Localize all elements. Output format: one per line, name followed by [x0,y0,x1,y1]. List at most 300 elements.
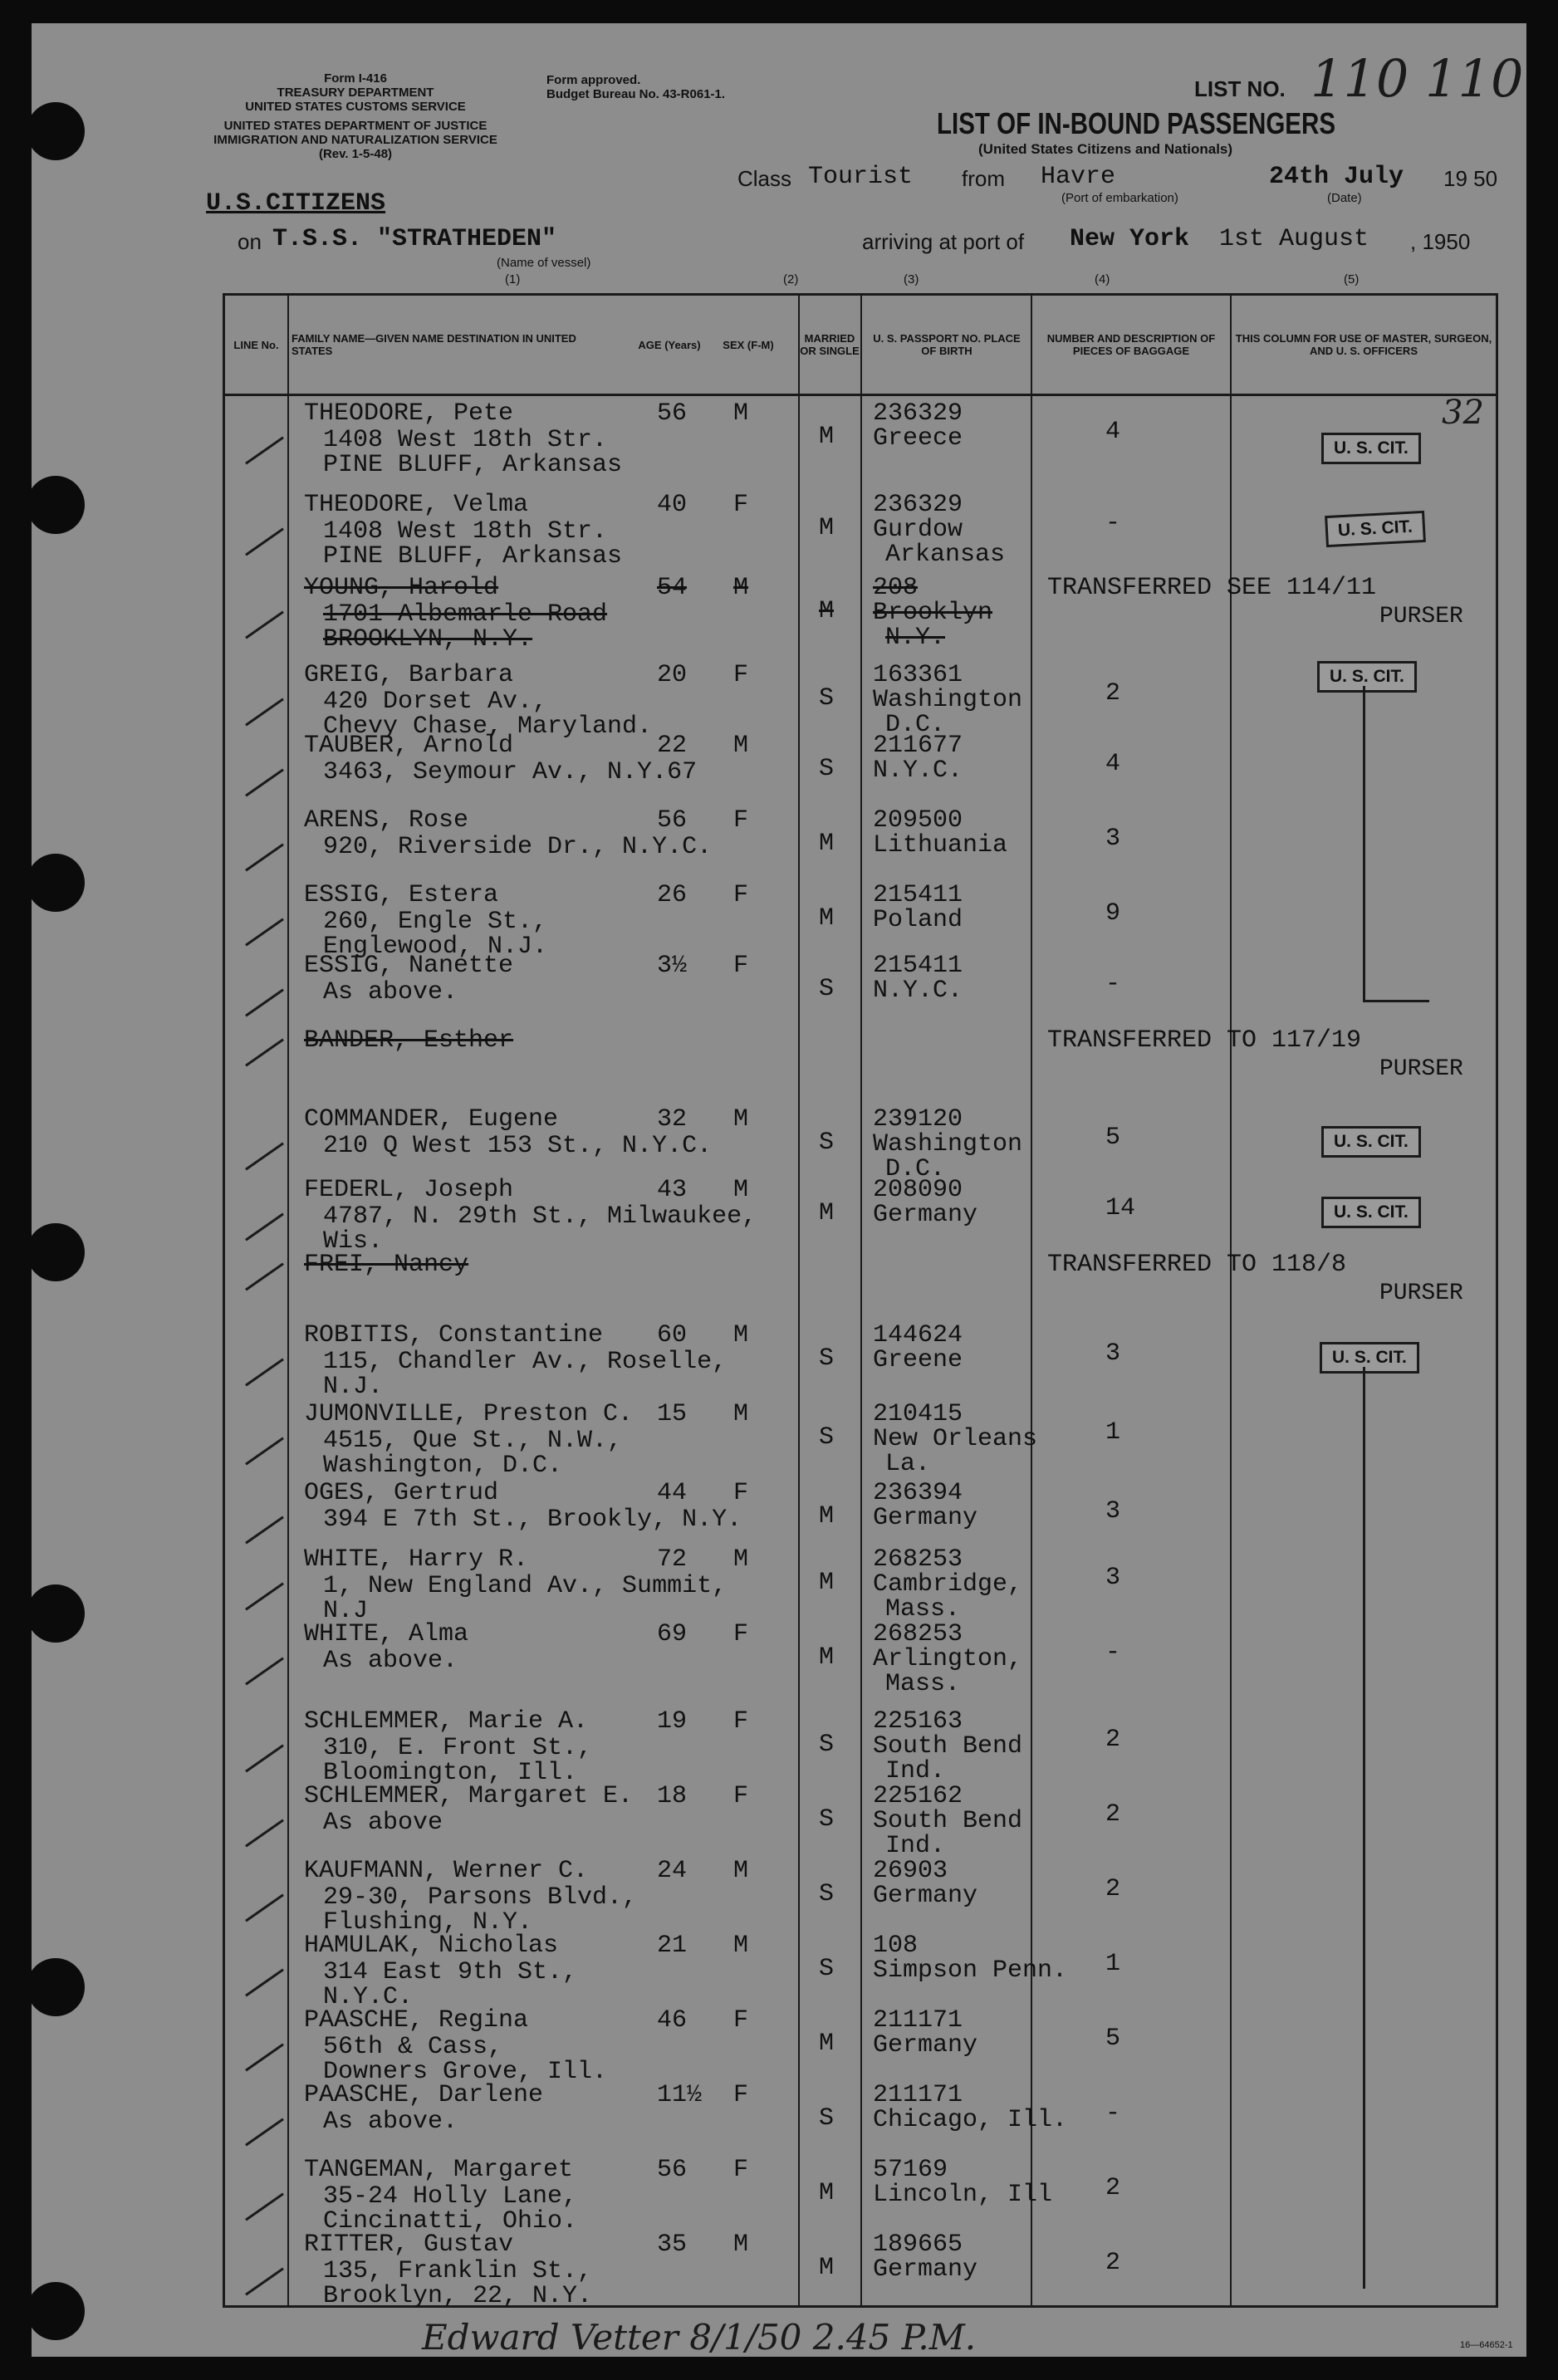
justice-dept: UNITED STATES DEPARTMENT OF JUSTICE [223,119,487,133]
marital-status: S [819,1129,835,1157]
us-cit-stamp: U. S. CIT. [1325,511,1426,547]
passenger-address: N.Y.C. [323,1983,414,2011]
marital-status: M [819,1569,835,1597]
officer-signature: Edward Vetter 8/1/50 2.45 P.M. [422,2317,977,2358]
baggage-count: - [1105,509,1121,537]
passenger-name: TANGEMAN, Margaret [304,2156,574,2184]
passenger-address: Cincinatti, Ohio. [323,2207,578,2236]
col-num-4: (4) [1095,272,1110,286]
passenger-address: 1408 West 18th Str. [323,426,608,454]
place-of-birth: Germany [873,2031,978,2059]
passenger-name: ESSIG, Nanette [304,952,514,980]
pen-line [1363,1367,1365,2289]
place-of-birth: Washington [873,1130,1023,1158]
place-of-birth: Ind. [885,1832,946,1860]
passenger-sex: F [733,2081,749,2109]
marital-status: S [819,1805,835,1834]
passport-number: 210415 [873,1400,963,1428]
port-caption: (Port of embarkation) [1061,191,1178,205]
passenger-address: 1, New England Av., Summit, [323,1572,728,1600]
class-value: Tourist [808,163,914,191]
passenger-sex: F [733,2156,749,2184]
passport-number: 57169 [873,2156,948,2184]
col-num-5: (5) [1344,272,1360,286]
pen-line [1363,686,1365,1001]
passenger-sex: M [733,2231,749,2259]
passport-number: 189665 [873,2231,963,2259]
baggage-count: 3 [1105,825,1121,853]
place-of-birth: N.Y. [885,624,946,652]
passenger-sex: M [733,1105,749,1134]
passenger-address: 394 E 7th St., Brookly, N.Y. [323,1506,742,1534]
col-age: AGE (Years) [638,338,701,351]
passenger-address: 920, Riverside Dr., N.Y.C. [323,833,713,861]
baggage-count: 14 [1105,1194,1136,1222]
passenger-sex: M [733,732,749,760]
passenger-sex: F [733,806,749,835]
arrival-port: New York [1070,225,1190,253]
marital-status: S [819,684,835,713]
col-family-name: FAMILY NAME—GIVEN NAME DESTINATION IN UNITED STATES [292,332,576,357]
marital-status: S [819,1880,835,1908]
check-mark [245,698,284,726]
place-of-birth: Germany [873,2255,978,2284]
punch-hole [27,1958,85,2016]
passenger-sex: F [733,881,749,909]
passenger-sex: M [733,1932,749,1960]
baggage-count: 2 [1105,1726,1121,1754]
passport-number: 268253 [873,1620,963,1648]
passport-number: 108 [873,1932,919,1960]
marital-status: M [819,2030,835,2058]
passenger-name: SCHLEMMER, Marie A. [304,1707,589,1736]
passenger-name: THEODORE, Velma [304,491,529,519]
passenger-age: 32 [657,1105,688,1134]
marital-status: M [819,514,835,542]
passport-number: 236329 [873,491,963,519]
passenger-sex: F [733,952,749,980]
passenger-address: Englewood, N.J. [323,933,548,961]
passenger-address: As above. [323,978,458,1006]
punch-hole [27,1223,85,1281]
passenger-address: 4787, N. 29th St., Milwaukee, [323,1202,757,1231]
passenger-address: Wis. [323,1227,384,1256]
passenger-address: Downers Grove, Ill. [323,2058,608,2086]
passport-number: 239120 [873,1105,963,1134]
place-of-birth: Poland [873,906,963,934]
punch-hole [27,2282,85,2340]
col-officers: THIS COLUMN FOR USE OF MASTER, SURGEON, AND U. S. OFFICERS [1235,332,1492,357]
passenger-name: PAASCHE, Darlene [304,2081,544,2109]
passenger-address: 3463, Seymour Av., N.Y.67 [323,758,698,786]
passenger-name: SCHLEMMER, Margaret E. [304,1782,634,1810]
page-count-note: 32 [1442,394,1484,432]
transfer-note: TRANSFERRED TO 118/8 [1047,1251,1347,1279]
manifest-sheet [32,23,1526,2357]
passenger-age: 35 [657,2231,688,2259]
passenger-age: 43 [657,1176,688,1204]
baggage-count: 5 [1105,1124,1121,1152]
passenger-name: KAUFMANN, Werner C. [304,1857,589,1885]
passenger-name: GREIG, Barbara [304,661,514,689]
marital-status: M [819,2179,835,2207]
passenger-name: ESSIG, Estera [304,881,499,909]
place-of-birth: Cambridge, [873,1570,1023,1599]
passenger-name: RITTER, Gustav [304,2231,514,2259]
purser-note: PURSER [1379,1281,1463,1306]
treasury-dept: TREASURY DEPARTMENT [277,86,434,100]
arrival-year: , 1950 [1410,229,1471,254]
marital-status: S [819,1955,835,1983]
passenger-name: JUMONVILLE, Preston C. [304,1400,634,1428]
purser-note: PURSER [1379,1056,1463,1082]
check-mark [245,1437,284,1465]
budget-bureau: Budget Bureau No. 43-R061-1. [546,87,726,101]
passenger-address: Washington, D.C. [323,1452,563,1480]
passenger-name: FREI, Nancy [304,1251,469,1279]
passenger-age: 24 [657,1857,688,1885]
passenger-sex: F [733,1479,749,1507]
baggage-count: 4 [1105,750,1121,778]
marital-status: M [819,1502,835,1530]
passenger-age: 46 [657,2006,688,2035]
place-of-birth: Lincoln, Ill [873,2181,1053,2209]
approval-block [546,73,796,101]
passenger-sex: M [733,1545,749,1574]
marital-status: M [819,1643,835,1672]
place-of-birth: Mass. [885,1670,961,1698]
arriving-label: arriving at port of [862,229,1025,254]
place-of-birth: Greene [873,1346,963,1374]
check-mark [245,768,284,796]
baggage-count: 1 [1105,1418,1121,1447]
passenger-age: 21 [657,1932,688,1960]
passenger-sex: M [733,1321,749,1349]
col-passport: U. S. PASSPORT NO. PLACE OF BIRTH [873,332,1021,357]
baggage-count: 2 [1105,2249,1121,2277]
baggage-count: 4 [1105,418,1121,446]
baggage-count: 2 [1105,679,1121,708]
passenger-age: 15 [657,1400,688,1428]
passenger-address: 314 East 9th St., [323,1958,578,1986]
passport-number: 211677 [873,732,963,760]
place-of-birth: D.C. [885,711,946,739]
passport-number: 215411 [873,881,963,909]
passenger-name: BANDER, Esther [304,1026,514,1055]
list-no-label: LIST NO. [1194,76,1286,101]
form-approved: Form approved. [546,73,641,87]
col-sex: SEX (F-M) [723,338,774,351]
vessel-caption: (Name of vessel) [497,256,591,270]
place-of-birth: Washington [873,686,1023,714]
baggage-count: 3 [1105,1564,1121,1592]
baggage-count: - [1105,2099,1121,2128]
passport-number: 211171 [873,2081,963,2109]
passenger-name: PAASCHE, Regina [304,2006,529,2035]
passenger-age: 3½ [657,952,688,980]
col-married: MARRIED OR SINGLE [800,332,860,357]
passport-number: 163361 [873,661,963,689]
passport-number: 211171 [873,2006,963,2035]
place-of-birth: Greece [873,424,963,453]
passenger-address: 4515, Que St., N.W., [323,1427,623,1455]
baggage-count: 5 [1105,2025,1121,2053]
punch-hole [27,102,85,160]
col-line-no: LINE No. [233,338,279,351]
baggage-count: 2 [1105,1875,1121,1903]
passenger-sex: M [733,1857,749,1885]
passenger-name: YOUNG, Harold [304,574,499,602]
passenger-name: THEODORE, Pete [304,399,514,428]
marital-status: M [819,904,835,933]
passenger-sex: M [733,1176,749,1204]
passenger-age: 69 [657,1620,688,1648]
marital-status: S [819,1423,835,1452]
baggage-count: - [1105,1638,1121,1667]
place-of-birth: Simpson Penn. [873,1956,1068,1985]
marital-status: S [819,1344,835,1373]
us-cit-stamp: U. S. CIT. [1317,661,1417,693]
passport-number: 225162 [873,1782,963,1810]
embarkation-year: 19 50 [1443,166,1498,191]
col-num-1: (1) [505,272,521,286]
passenger-address: Chevy Chase, Maryland. [323,713,653,741]
passport-number: 209500 [873,806,963,835]
baggage-count: 2 [1105,2174,1121,2202]
passenger-age: 54 [657,574,688,602]
passenger-sex: F [733,491,749,519]
check-mark [245,2118,284,2146]
baggage-count: 9 [1105,899,1121,928]
passenger-address: Bloomington, Ill. [323,1759,578,1787]
passenger-age: 19 [657,1707,688,1736]
check-mark [245,1212,284,1241]
place-of-birth: Germany [873,1504,978,1532]
passenger-address: N.J [323,1597,369,1625]
passenger-age: 11½ [657,2081,703,2109]
check-mark [245,1516,284,1544]
passenger-name: ARENS, Rose [304,806,469,835]
check-mark [245,1262,284,1290]
passenger-address: 1408 West 18th Str. [323,517,608,546]
punch-hole [27,476,85,534]
list-no-value: 110 110 [1311,48,1524,109]
embarkation-port: Havre [1041,163,1116,191]
passenger-address: As above [323,1809,443,1837]
passenger-address: N.J. [323,1373,384,1401]
passenger-age: 60 [657,1321,688,1349]
passenger-address: 135, Franklin St., [323,2257,593,2285]
check-mark [245,2043,284,2071]
passenger-address: 420 Dorset Av., [323,688,548,716]
punch-hole [27,1584,85,1643]
class-label: Class [737,166,792,191]
place-of-birth: Ind. [885,1757,946,1785]
passenger-address: PINE BLUFF, Arkansas [323,451,623,479]
passenger-name: WHITE, Alma [304,1620,469,1648]
us-cit-stamp: U. S. CIT. [1321,1197,1421,1228]
passenger-address: 35-24 Holly Lane, [323,2182,578,2211]
purser-note: PURSER [1379,604,1463,629]
passenger-name: OGES, Gertrud [304,1479,499,1507]
passenger-name: WHITE, Harry R. [304,1545,529,1574]
check-mark [245,843,284,871]
marital-status: M [819,2254,835,2282]
passenger-age: 56 [657,2156,688,2184]
passenger-name: ROBITIS, Constantine [304,1321,604,1349]
passenger-address: 29-30, Parsons Blvd., [323,1883,638,1912]
check-mark [245,1142,284,1170]
arrival-date: 1st August [1219,225,1369,253]
passenger-address: 310, E. Front St., [323,1734,593,1762]
form-title: LIST OF IN-BOUND PASSENGERS [937,106,1336,140]
passenger-sex: F [733,2006,749,2035]
us-cit-stamp: U. S. CIT. [1321,1126,1421,1158]
passenger-address: As above. [323,2108,458,2136]
check-mark [245,1358,284,1386]
passport-number: 144624 [873,1321,963,1349]
marital-status: S [819,755,835,783]
passenger-sex: F [733,1707,749,1736]
marital-status: M [819,423,835,451]
vessel-name: T.S.S. "STRATHEDEN" [272,225,557,253]
place-of-birth: Brooklyn [873,599,993,627]
baggage-count: 3 [1105,1497,1121,1525]
passport-number: 236394 [873,1479,963,1507]
passenger-address: Flushing, N.Y. [323,1908,533,1937]
passenger-name: HAMULAK, Nicholas [304,1932,559,1960]
us-cit-stamp: U. S. CIT. [1321,433,1421,464]
check-mark [245,1038,284,1066]
baggage-count: 3 [1105,1339,1121,1368]
passenger-age: 72 [657,1545,688,1574]
passenger-age: 22 [657,732,688,760]
check-mark [245,1893,284,1922]
passenger-name: COMMANDER, Eugene [304,1105,559,1134]
passport-number: 236329 [873,399,963,428]
check-mark [245,2192,284,2221]
passenger-address: 56th & Cass, [323,2033,503,2061]
passenger-sex: F [733,661,749,689]
check-mark [245,1582,284,1610]
place-of-birth: Chicago, Ill. [873,2106,1068,2134]
passenger-sex: F [733,1620,749,1648]
place-of-birth: Arlington, [873,1645,1023,1673]
passport-number: 225163 [873,1707,963,1736]
passenger-address: Brooklyn, 22, N.Y. [323,2282,593,2310]
passenger-age: 44 [657,1479,688,1507]
passenger-age: 56 [657,806,688,835]
passenger-table [223,293,1498,2308]
check-mark [245,2267,284,2295]
baggage-count: - [1105,970,1121,998]
passenger-age: 18 [657,1782,688,1810]
place-of-birth: La. [885,1450,931,1478]
pen-line [1363,1000,1429,1002]
passenger-address: 1701 Albemarle Road [323,600,608,629]
from-label: from [962,166,1005,191]
punch-hole [27,854,85,912]
check-mark [245,1819,284,1847]
passenger-sex: F [733,1782,749,1810]
passport-number: 215411 [873,952,963,980]
passenger-sex: M [733,1400,749,1428]
passenger-address: BROOKLYN, N.Y. [323,625,533,654]
place-of-birth: South Bend [873,1807,1023,1835]
check-mark [245,610,284,639]
passenger-age: 56 [657,399,688,428]
place-of-birth: N.Y.C. [873,757,963,785]
place-of-birth: N.Y.C. [873,977,963,1005]
place-of-birth: Gurdow [873,516,963,544]
check-mark [245,1968,284,1996]
passport-number: 208090 [873,1176,963,1204]
place-of-birth: Lithuania [873,831,1008,859]
check-mark [245,1744,284,1772]
place-of-birth: New Orleans [873,1425,1038,1453]
baggage-count: 1 [1105,1950,1121,1978]
col-baggage: NUMBER AND DESCRIPTION OF PIECES OF BAGGAGE [1046,332,1216,357]
col-num-2: (2) [783,272,799,286]
passport-number: 208 [873,574,919,602]
passenger-name: FEDERL, Joseph [304,1176,514,1204]
passenger-sex: M [733,574,749,602]
passenger-age: 40 [657,491,688,519]
revision: (Rev. 1-5-48) [318,147,393,161]
form-subtitle: (United States Citizens and Nationals) [978,141,1233,157]
place-of-birth: Arkansas [885,541,1006,569]
place-of-birth: Mass. [885,1595,961,1623]
passenger-age: 26 [657,881,688,909]
citizens-heading: U.S.CITIZENS [206,189,386,218]
place-of-birth: D.C. [885,1155,946,1183]
customs-service: UNITED STATES CUSTOMS SERVICE [245,100,466,114]
transfer-note: TRANSFERRED SEE 114/11 [1047,574,1377,602]
passenger-address: 260, Engle St., [323,908,548,936]
passenger-address: As above. [323,1647,458,1675]
on-label: on [238,229,262,254]
place-of-birth: Germany [873,1201,978,1229]
place-of-birth: South Bend [873,1732,1023,1761]
transfer-note: TRANSFERRED TO 117/19 [1047,1026,1362,1055]
col-num-3: (3) [904,272,919,286]
check-mark [245,988,284,1016]
marital-status: S [819,1731,835,1759]
passenger-address: 210 Q West 153 St., N.Y.C. [323,1132,713,1160]
marital-status: M [819,830,835,858]
passenger-sex: M [733,399,749,428]
embarkation-date: 24th July [1269,163,1404,191]
form-agency-block [206,71,505,161]
check-mark [245,1657,284,1685]
marital-status: M [819,1199,835,1227]
baggage-count: 2 [1105,1800,1121,1829]
form-number: Form I-416 [324,71,387,86]
passenger-address: PINE BLUFF, Arkansas [323,542,623,571]
marital-status: S [819,975,835,1003]
marital-status: S [819,2104,835,2133]
passport-number: 26903 [873,1857,948,1885]
check-mark [245,527,284,556]
form-code: 16—64652-1 [1460,2340,1513,2350]
place-of-birth: Germany [873,1882,978,1910]
ins-service: IMMIGRATION AND NATURALIZATION SERVICE [213,133,497,147]
passenger-address: 115, Chandler Av., Roselle, [323,1348,728,1376]
check-mark [245,436,284,464]
check-mark [245,918,284,946]
marital-status: M [819,597,835,625]
passenger-name: TAUBER, Arnold [304,732,514,760]
